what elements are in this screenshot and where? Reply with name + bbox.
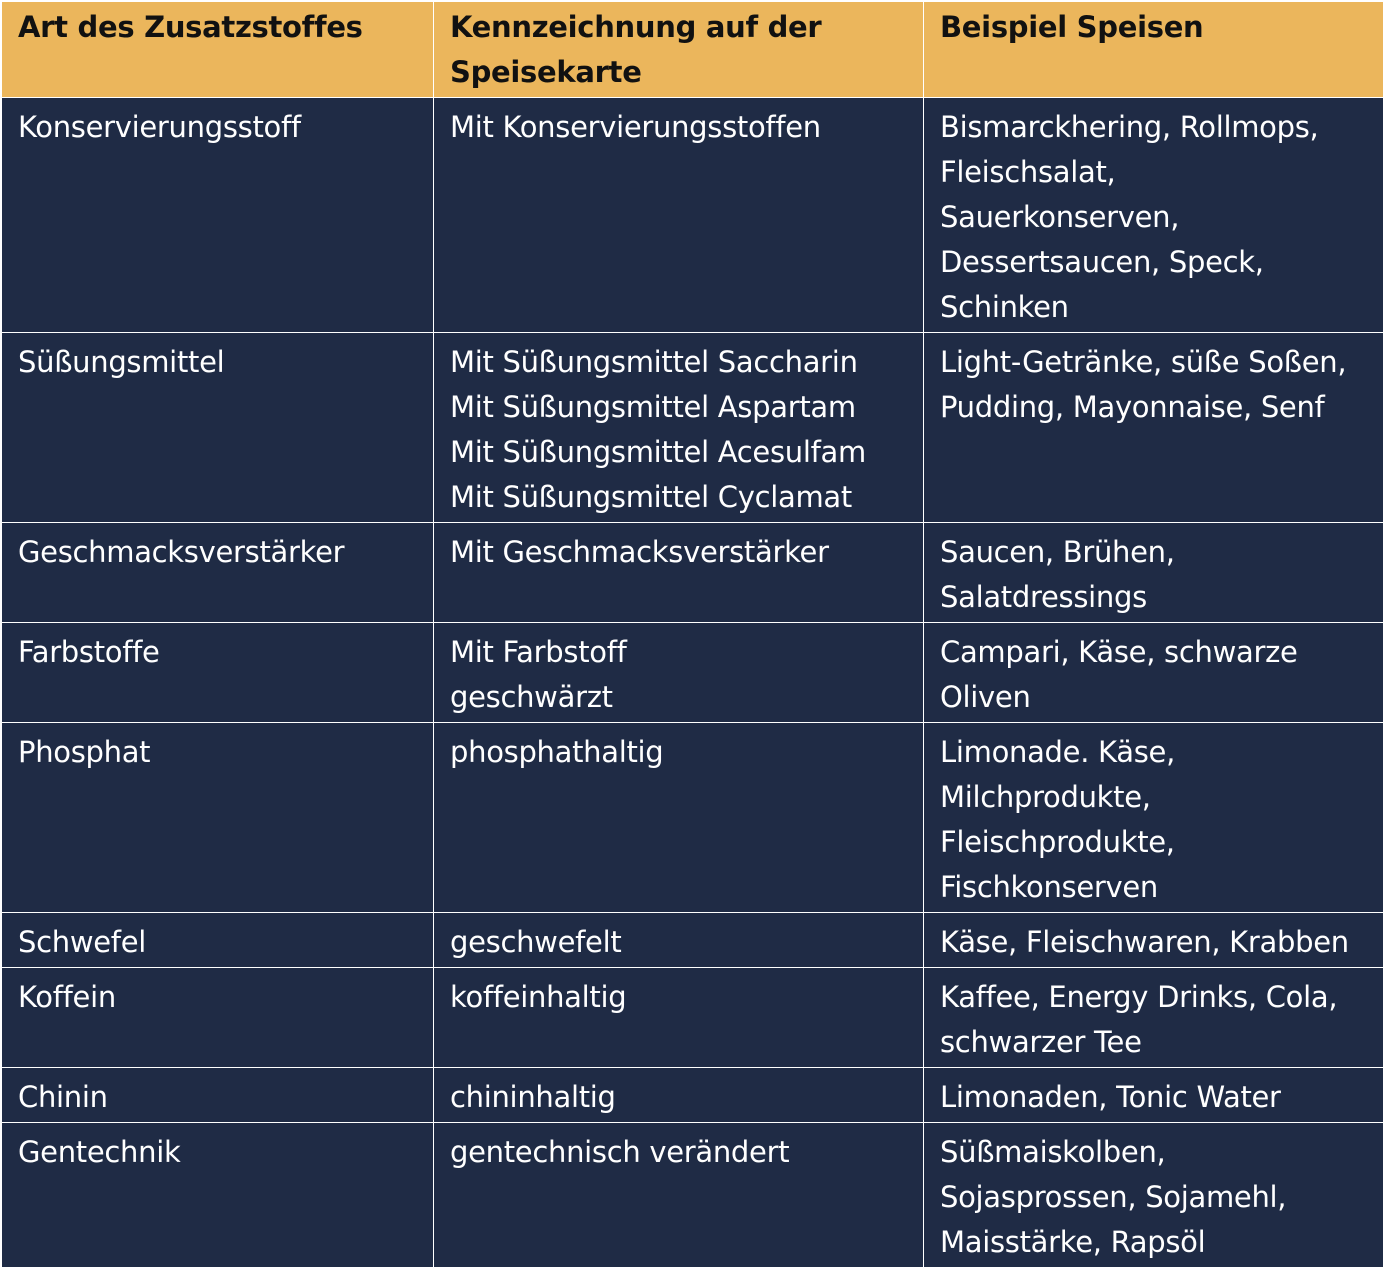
cell-menu-labeling: geschwefelt	[434, 913, 924, 968]
table-row	[2, 623, 1384, 723]
table-body	[2, 98, 1384, 1268]
table-row	[2, 1123, 1384, 1268]
cell-menu-labeling: chininhaltig	[434, 1068, 924, 1123]
cell-menu-labeling: gentechnisch verändert	[434, 1123, 924, 1268]
cell-menu-labeling: Mit Konservierungsstoffen	[434, 98, 924, 333]
cell-additive-type: Süßungsmittel	[2, 333, 434, 523]
cell-example-dishes: Limonade. Käse, Milchprodukte, Fleischprodukte, Fischkonserven	[924, 723, 1384, 913]
cell-menu-labeling: Mit Süßungsmittel Saccharin Mit Süßungsmittel Aspartam Mit Süßungsmittel Acesulfam Mit Süßungsmittel Cyclamat	[434, 333, 924, 523]
cell-menu-labeling: Mit Geschmacksverstärker	[434, 523, 924, 623]
table-row	[2, 333, 1384, 523]
table-header	[2, 2, 1384, 98]
cell-example-dishes: Bismarckhering, Rollmops, Fleischsalat, Sauerkonserven, Dessertsaucen, Speck, Schinken	[924, 98, 1384, 333]
cell-additive-type: Koffein	[2, 968, 434, 1068]
header-row	[2, 2, 1384, 98]
cell-example-dishes: Limonaden, Tonic Water	[924, 1068, 1384, 1123]
cell-example-dishes: Light-Getränke, süße Soßen, Pudding, Mayonnaise, Senf	[924, 333, 1384, 523]
header-additive-type: Art des Zusatzstoffes	[2, 2, 434, 98]
cell-additive-type: Phosphat	[2, 723, 434, 913]
cell-additive-type: Geschmacksverstärker	[2, 523, 434, 623]
header-menu-labeling: Kennzeichnung auf der Speisekarte	[434, 2, 924, 98]
cell-additive-type: Farbstoffe	[2, 623, 434, 723]
table-row	[2, 98, 1384, 333]
table-row	[2, 723, 1384, 913]
cell-example-dishes: Kaffee, Energy Drinks, Cola, schwarzer Tee	[924, 968, 1384, 1068]
cell-menu-labeling: koffeinhaltig	[434, 968, 924, 1068]
table-row	[2, 1068, 1384, 1123]
cell-example-dishes: Saucen, Brühen, Salatdressings	[924, 523, 1384, 623]
cell-menu-labeling: phosphathaltig	[434, 723, 924, 913]
cell-additive-type: Konservierungsstoff	[2, 98, 434, 333]
cell-example-dishes: Campari, Käse, schwarze Oliven	[924, 623, 1384, 723]
header-example-dishes: Beispiel Speisen	[924, 2, 1384, 98]
table-row	[2, 913, 1384, 968]
cell-additive-type: Schwefel	[2, 913, 434, 968]
table-row	[2, 968, 1384, 1068]
cell-example-dishes: Süßmaiskolben, Sojasprossen, Sojamehl, Maisstärke, Rapsöl	[924, 1123, 1384, 1268]
additives-table	[1, 1, 1384, 1268]
cell-example-dishes: Käse, Fleischwaren, Krabben	[924, 913, 1384, 968]
cell-menu-labeling: Mit Farbstoff geschwärzt	[434, 623, 924, 723]
cell-additive-type: Gentechnik	[2, 1123, 434, 1268]
table-row	[2, 523, 1384, 623]
cell-additive-type: Chinin	[2, 1068, 434, 1123]
